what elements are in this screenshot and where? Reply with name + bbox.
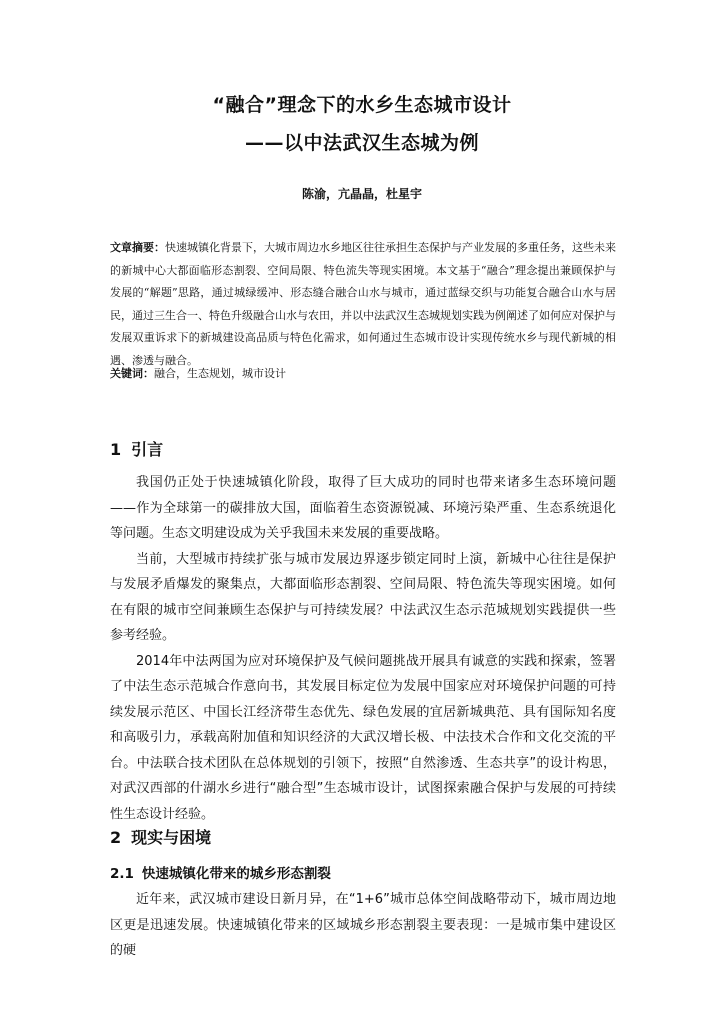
paragraph: 2014年中法两国为应对环境保护及气候问题挑战开展具有诚意的实践和探索，签署了中法生态示范城合作意向书，其发展目标定位为发展中国家应对环境保护问题的可持续发展示范区、中国长江经济带生态优先、绿色发展的宜居新城典范、具有国际知名度和高吸引力，承载高附加值和知识经济的大武汉增长极、中法技术合作和文化交流的平台。中法联合技术团队在总体规划的引领下，按照“自然渗透、生态共享”的设计构思，对武汉西部的什湖水乡进行“融合型”生态城市设计，试图探索融合保护与发展的可持续性生态设计经验。 <box>110 653 616 822</box>
author-list: 陈渝，亢晶晶，杜星宇 <box>301 187 422 201</box>
section-heading-2 <box>110 825 211 848</box>
section-2-1-body <box>110 887 616 964</box>
section-title: 引言 <box>131 440 164 459</box>
paper-subtitle: ——以中法武汉生态城为例 <box>244 132 479 154</box>
subsection-heading-2-1 <box>110 862 331 882</box>
section-1-body <box>110 470 616 827</box>
keywords <box>110 366 616 382</box>
section-number: 2 <box>110 828 122 847</box>
abstract <box>110 237 616 372</box>
paper-title: “融合”理念下的水乡生态城市设计 <box>212 94 512 116</box>
section-heading-1 <box>110 437 163 460</box>
keywords-text: 融合，生态规划，城市设计 <box>154 367 286 380</box>
subsection-number: 2.1 <box>110 866 134 882</box>
paragraph: 当前，大型城市持续扩张与城市发展边界逐步锁定同时上演，新城中心往往是保护与发展矛盾爆发的聚集点，大都面临形态割裂、空间局限、特色流失等现实困境。如何在有限的城市空间兼顾生态保护与可持续发展？中法武汉生态示范城规划实践提供一些参考经验。 <box>110 551 616 643</box>
paragraph: 我国仍正处于快速城镇化阶段，取得了巨大成功的同时也带来诸多生态环境问题——作为全球第一的碳排放大国，面临着生态资源锐减、环境污染严重、生态系统退化等问题。生态文明建设成为关乎我国未来发展的重要战略。 <box>110 475 616 541</box>
keywords-label: 关键词： <box>110 367 154 380</box>
abstract-text: 快速城镇化背景下，大城市周边水乡地区往往承担生态保护与产业发展的多重任务，这些未来的新城中心大都面临形态割裂、空间局限、特色流失等现实困境。本文基于“融合”理念提出兼顾保护与发展的“解题”思路，通过城绿缓冲、形态缝合融合山水与城市，通过蓝绿交织与功能复合融合山水与居民，通过三生合一、特色升级融合山水与农田，并以中法武汉生态城规划实践为例阐述了如何应对保护与发展双重诉求下的新城建设高品质与特色化需求，如何通过生态城市设计实现传统水乡与现代新城的相遇、渗透与融合。 <box>110 241 616 367</box>
section-number: 1 <box>110 440 122 459</box>
abstract-label: 文章摘要： <box>110 241 165 254</box>
subsection-title: 快速城镇化带来的城乡形态割裂 <box>141 866 331 882</box>
section-title: 现实与困境 <box>131 828 212 847</box>
paragraph: 近年来，武汉城市建设日新月异，在“1+6”城市总体空间战略带动下，城市周边地区更是迅速发展。快速城镇化带来的区域城乡形态割裂主要表现：一是城市集中建设区的硬 <box>110 892 616 958</box>
